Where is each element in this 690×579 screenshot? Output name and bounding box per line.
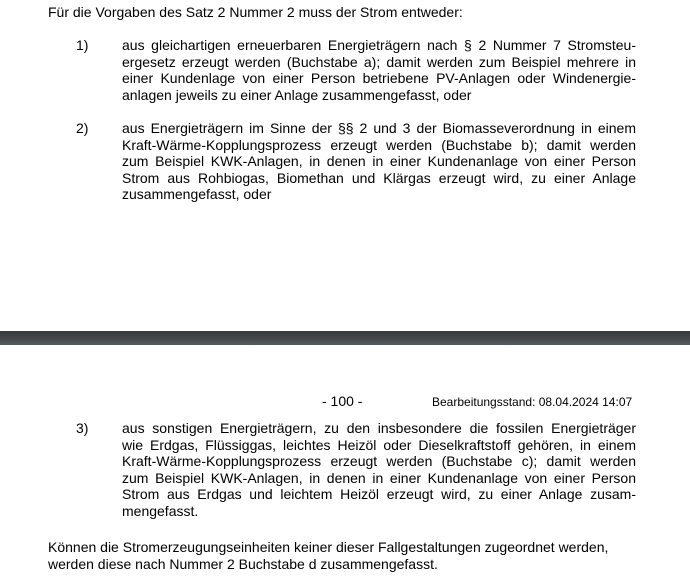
text-line: einer Kundenlage von einer Person betriebene PV-Anlagen oder Windenergie- bbox=[122, 70, 636, 87]
text-line: anlagen jeweils zu einer Anlage zusammengefasst, oder bbox=[122, 86, 472, 103]
intro-text: Für die Vorgaben des Satz 2 Nummer 2 muss der Strom entweder: bbox=[48, 4, 463, 20]
page-number: - 100 - bbox=[322, 393, 363, 409]
text-line: aus sonstigen Energieträgern, zu den insbesondere die fossilen Energieträger bbox=[122, 420, 636, 436]
text-line: werden diese nach Nummer 2 Buchstabe d zusammengefasst. bbox=[48, 555, 438, 572]
text-line: aus Energieträgern im Sinne der §§ 2 und 3 der Biomasseverordnung in einem bbox=[122, 120, 636, 136]
list-item-number: 1) bbox=[76, 37, 89, 53]
text-line: zum Beispiel KWK-Anlagen, in denen in einer Kundenanlage von einer Person bbox=[122, 469, 636, 486]
text-line: Können die Stromerzeugungseinheiten keiner dieser Fallgestaltungen zugeordnet werden, bbox=[48, 539, 609, 555]
text-line: Kraft-Wärme-Kopplungsprozess erzeugt werden (Buchstabe b); damit werden bbox=[122, 136, 636, 153]
page-header bbox=[0, 393, 690, 411]
list-item-number: 3) bbox=[76, 420, 89, 436]
text-line: aus gleichartigen erneuerbaren Energieträgern nach § 2 Nummer 7 Stromsteu- bbox=[122, 37, 636, 53]
list-item-number: 2) bbox=[76, 120, 89, 136]
text-line: Strom aus Rohbiogas, Biomethan und Klärgas erzeugt wird, zu einer Anlage bbox=[122, 169, 636, 186]
page-break-separator bbox=[0, 331, 690, 345]
list-item-text bbox=[122, 120, 636, 203]
edit-status: Bearbeitungsstand: 08.04.2024 14:07 bbox=[432, 395, 633, 409]
text-line: Kraft-Wärme-Kopplungsprozess erzeugt werden (Buchstabe c); damit werden bbox=[122, 453, 636, 470]
intro-paragraph bbox=[48, 4, 636, 21]
list-item-text bbox=[122, 37, 636, 103]
text-line: mengefasst. bbox=[122, 502, 199, 519]
text-line: wie Erdgas, Flüssiggas, leichtes Heizöl oder Dieselkraftstoff gehören, in einem bbox=[122, 436, 636, 453]
closing-paragraph bbox=[48, 539, 640, 572]
list-item-text bbox=[122, 420, 636, 520]
text-line: zum Beispiel KWK-Anlagen, in denen in einer Kundenanlage von einer Person bbox=[122, 153, 636, 170]
text-line: Strom aus Erdgas und leichtem Heizöl erzeugt wird, zu einer Anlage zusam- bbox=[122, 486, 636, 503]
text-line: zusammengefasst, oder bbox=[122, 186, 272, 203]
text-line: ergesetz erzeugt werden (Buchstabe a); damit werden zum Beispiel mehrere in bbox=[122, 53, 636, 70]
